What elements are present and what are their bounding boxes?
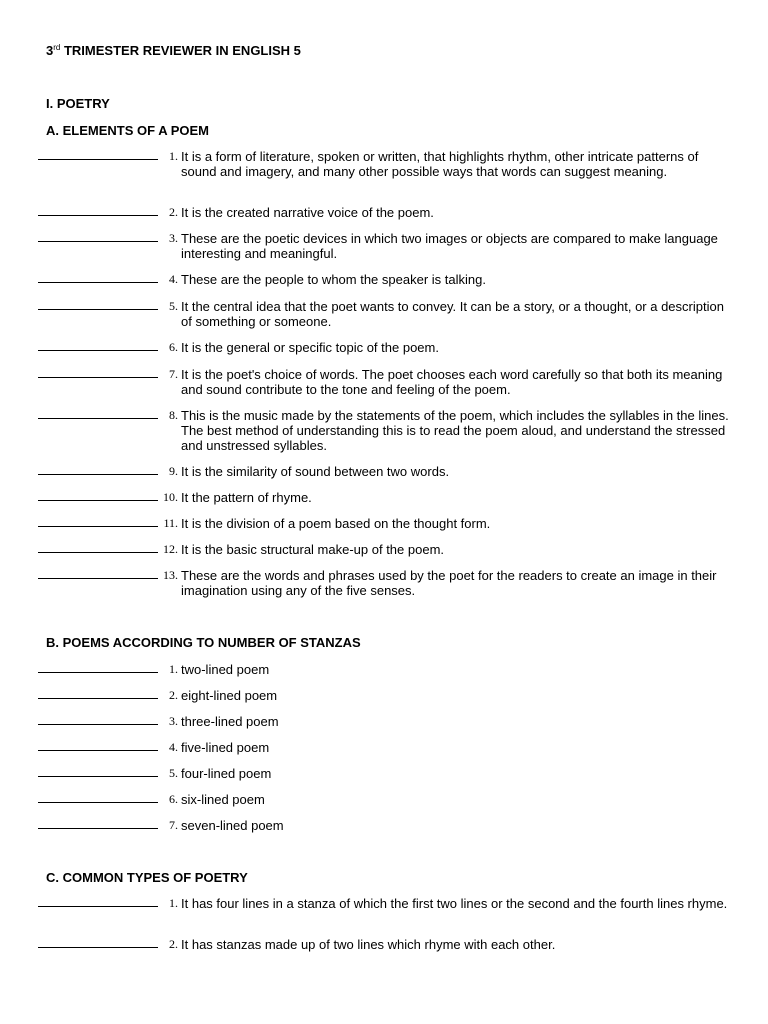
answer-blank[interactable] (38, 526, 158, 527)
question-number: 11. (163, 516, 178, 530)
part-a-heading: A. ELEMENTS OF A POEM (46, 123, 209, 138)
question-text: These are the words and phrases used by the poet for the readers to create an image in their imagination using any of the five senses. (181, 568, 717, 598)
answer-blank[interactable] (38, 500, 158, 501)
answer-blank[interactable] (38, 802, 158, 803)
question-number: 1. (169, 662, 178, 676)
question-number: 5. (169, 299, 178, 313)
question-number: 6. (169, 792, 178, 806)
question-text: It is the general or specific topic of the poem. (181, 340, 439, 355)
answer-blank[interactable] (38, 377, 158, 378)
answer-blank[interactable] (38, 672, 158, 673)
answer-blank[interactable] (38, 698, 158, 699)
question-number: 13. (163, 568, 178, 582)
title-ordinal: 3 (46, 43, 54, 58)
question-text: It is the created narrative voice of the poem. (181, 205, 434, 220)
question-number: 7. (169, 367, 178, 381)
answer-blank[interactable] (38, 750, 158, 751)
question-number: 3. (169, 714, 178, 728)
question-text: It is the similarity of sound between two words. (181, 464, 450, 479)
question-text: These are the people to whom the speaker is talking. (181, 272, 486, 287)
question-number: 2. (169, 205, 178, 219)
question-text: It is a form of literature, spoken or written, that highlights rhythm, other intricate patterns of sound and imagery, and many other possible ways that words can suggest meaning. (181, 149, 699, 179)
answer-blank[interactable] (38, 947, 158, 948)
question-number: 4. (169, 740, 178, 754)
answer-blank[interactable] (38, 309, 158, 310)
answer-blank[interactable] (38, 552, 158, 553)
question-text: eight-lined poem (181, 688, 278, 703)
answer-blank[interactable] (38, 828, 158, 829)
question-number: 4. (169, 272, 178, 286)
answer-blank[interactable] (38, 241, 158, 242)
question-number: 2. (169, 937, 178, 951)
answer-blank[interactable] (38, 350, 158, 351)
question-text: It has four lines in a stanza of which the first two lines or the second and the fourth lines rhyme. (181, 896, 728, 911)
question-number: 1. (169, 149, 178, 163)
question-text: These are the poetic devices in which two images or objects are compared to make language interesting and meaningful. (181, 231, 718, 261)
question-text: five-lined poem (181, 740, 270, 755)
question-text: This is the music made by the statements of the poem, which includes the syllables in the lines. The best method of understanding this is to read the poem aloud, and understand the stressed and unstressed syllables. (181, 408, 729, 453)
document-title (46, 43, 301, 58)
question-number: 7. (169, 818, 178, 832)
part-c-heading: C. COMMON TYPES OF POETRY (46, 870, 248, 885)
question-text: three-lined poem (181, 714, 279, 729)
answer-blank[interactable] (38, 474, 158, 475)
question-text: four-lined poem (181, 766, 272, 781)
question-number: 2. (169, 688, 178, 702)
question-text: It is the basic structural make-up of the poem. (181, 542, 445, 557)
answer-blank[interactable] (38, 159, 158, 160)
part-b-heading: B. POEMS ACCORDING TO NUMBER OF STANZAS (46, 635, 361, 650)
question-number: 12. (163, 542, 178, 556)
section-heading-poetry: I. POETRY (46, 96, 110, 111)
question-number: 1. (169, 896, 178, 910)
question-text: six-lined poem (181, 792, 265, 807)
answer-blank[interactable] (38, 418, 158, 419)
question-number: 8. (169, 408, 178, 422)
question-number: 10. (163, 490, 178, 504)
answer-blank[interactable] (38, 724, 158, 725)
answer-blank[interactable] (38, 906, 158, 907)
answer-blank[interactable] (38, 215, 158, 216)
question-number: 9. (169, 464, 178, 478)
question-text: It the central idea that the poet wants to convey. It can be a story, or a thought, or a description of something or someone. (181, 299, 724, 329)
question-text: It the pattern of rhyme. (181, 490, 312, 505)
question-number: 6. (169, 340, 178, 354)
question-text: It is the poet's choice of words. The poet chooses each word carefully so that both its meaning and sound contribute to the tone and feeling of the poem. (181, 367, 723, 397)
title-ordinal-suffix: rd (53, 43, 61, 52)
answer-blank[interactable] (38, 776, 158, 777)
answer-blank[interactable] (38, 282, 158, 283)
question-text: It has stanzas made up of two lines which rhyme with each other. (181, 937, 556, 952)
question-number: 5. (169, 766, 178, 780)
question-number: 3. (169, 231, 178, 245)
title-text: TRIMESTER REVIEWER IN ENGLISH 5 (60, 43, 301, 58)
question-text: It is the division of a poem based on the thought form. (181, 516, 491, 531)
answer-blank[interactable] (38, 578, 158, 579)
question-text: seven-lined poem (181, 818, 284, 833)
question-text: two-lined poem (181, 662, 270, 677)
